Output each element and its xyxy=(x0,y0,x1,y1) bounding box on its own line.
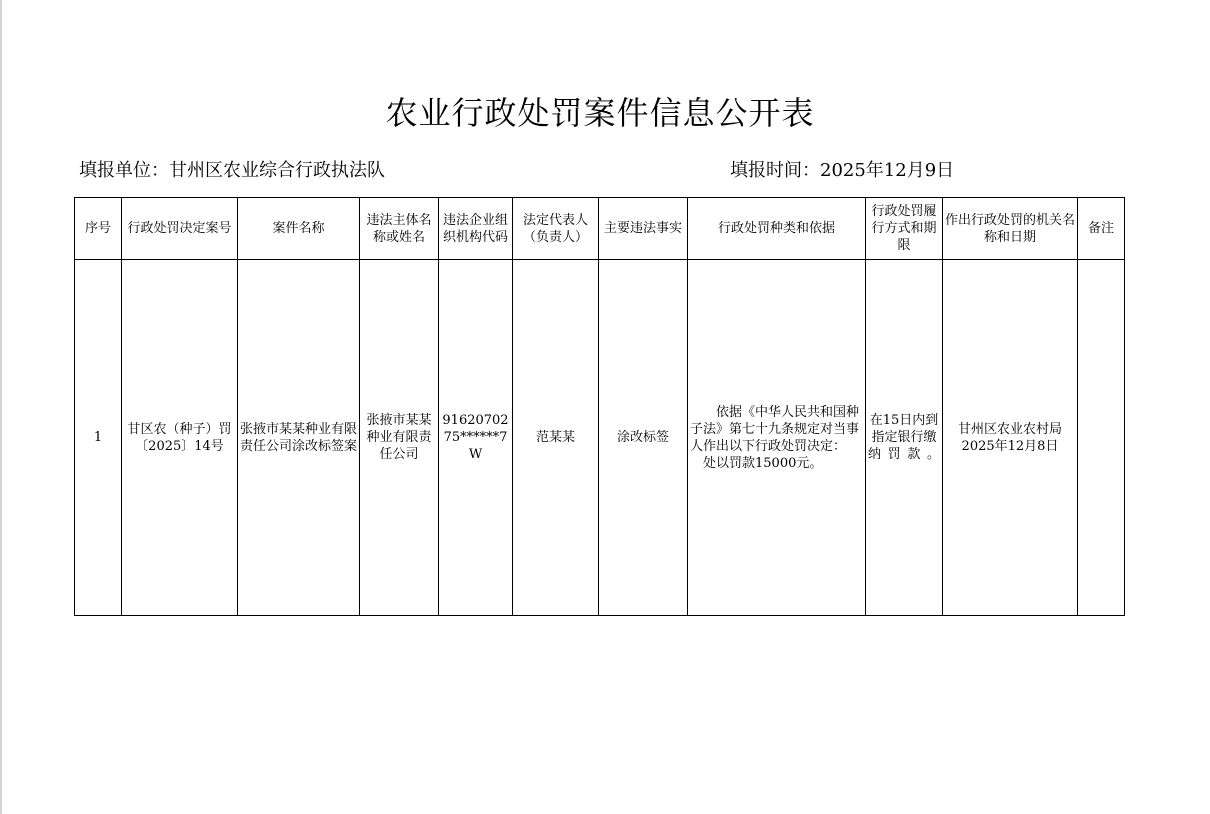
header-authority: 作出行政处罚的机关名称和日期 xyxy=(943,198,1078,260)
header-method: 行政处罚履行方式和期限 xyxy=(866,198,943,260)
header-seq: 序号 xyxy=(75,198,122,260)
penalty-amount-text: 处以罚款15000元。 xyxy=(703,455,823,471)
cell-subject: 张掖市某某种业有限责任公司 xyxy=(360,260,439,616)
case-info-table xyxy=(74,197,1125,616)
header-subject: 违法主体名称或姓名 xyxy=(360,198,439,260)
header-facts: 主要违法事实 xyxy=(599,198,688,260)
header-decision-no: 行政处罚决定案号 xyxy=(122,198,238,260)
header-remark: 备注 xyxy=(1078,198,1125,260)
header-case-name: 案件名称 xyxy=(238,198,360,260)
authority-date: 2025年12月8日 xyxy=(961,438,1059,454)
cell-legal-rep: 范某某 xyxy=(513,260,599,616)
table-header-row xyxy=(75,198,1125,260)
table-row xyxy=(75,260,1125,616)
report-date: 填报时间：2025年12月9日 xyxy=(730,160,955,181)
cell-org-code: 9162070275******7W xyxy=(439,260,513,616)
cell-seq: 1 xyxy=(75,260,122,616)
authority-name: 甘州区农业农村局 xyxy=(957,421,1062,437)
cell-facts: 涂改标签 xyxy=(599,260,688,616)
cell-case-name: 张掖市某某种业有限责任公司涂改标签案 xyxy=(238,260,360,616)
header-legal-rep: 法定代表人（负责人） xyxy=(513,198,599,260)
cell-method: 在15日内到指定银行缴纳罚款。 xyxy=(866,260,943,616)
cell-penalty xyxy=(688,260,866,616)
cell-remark xyxy=(1078,260,1125,616)
penalty-basis-text: 依据《中华人民共和国种子法》第七十九条规定对当事人作出以下行政处罚决定： xyxy=(690,404,860,454)
page-title: 农业行政处罚案件信息公开表 xyxy=(385,94,815,132)
cell-authority xyxy=(943,260,1078,616)
header-penalty: 行政处罚种类和依据 xyxy=(688,198,866,260)
cell-decision-no: 甘区农（种子）罚〔2025〕14号 xyxy=(122,260,238,616)
header-org-code: 违法企业组织机构代码 xyxy=(439,198,513,260)
report-unit: 填报单位：甘州区农业综合行政执法队 xyxy=(79,160,385,181)
